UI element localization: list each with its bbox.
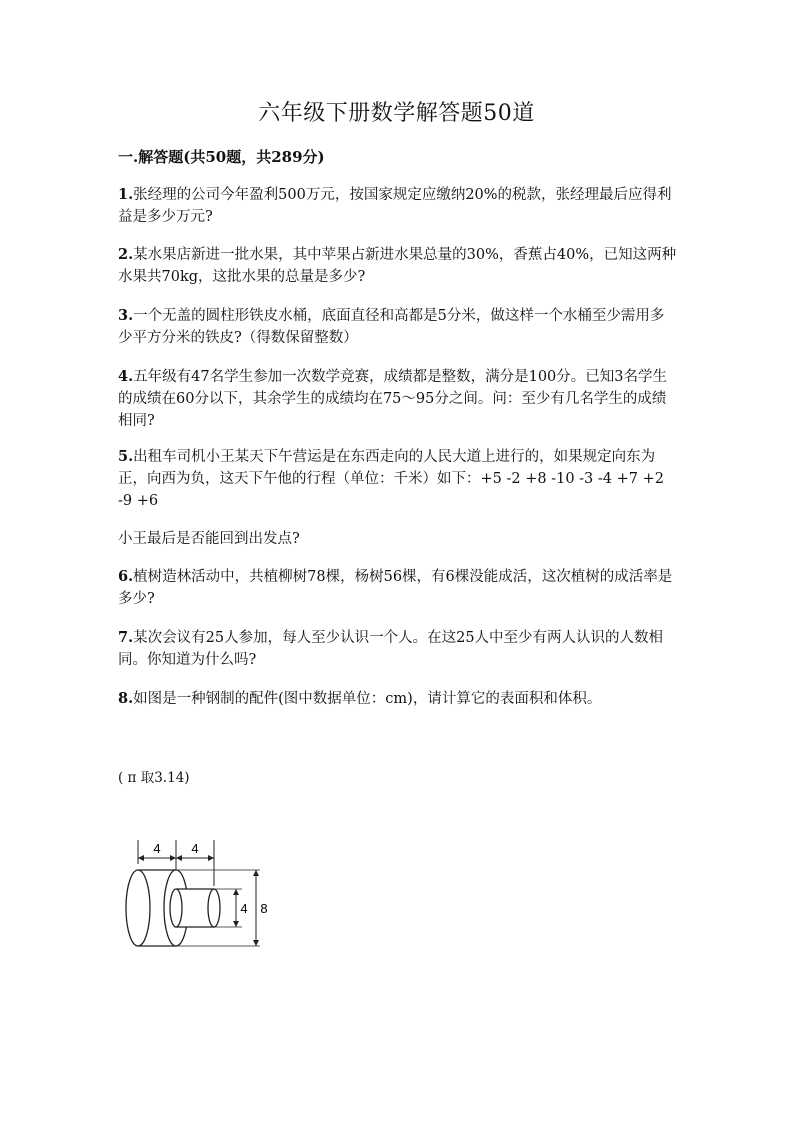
large-cylinder-left-face bbox=[126, 870, 150, 946]
question-text: 某水果店新进一批水果，其中苹果占新进水果总量的30%，香蕉占40%，已知这两种水果共70kg，这批水果的总量是多少? bbox=[118, 247, 677, 285]
question-number: 7. bbox=[118, 629, 134, 646]
arrow-icon bbox=[253, 870, 259, 876]
question-3 bbox=[118, 305, 678, 349]
question-6 bbox=[118, 566, 678, 610]
question-number: 5. bbox=[118, 448, 134, 465]
arrow-icon bbox=[233, 889, 239, 895]
question-number: 8. bbox=[118, 690, 134, 707]
small-cylinder-left-face bbox=[170, 889, 182, 927]
question-7 bbox=[118, 627, 678, 671]
arrow-icon bbox=[253, 940, 259, 946]
question-text: 某次会议有25人参加，每人至少认识一个人。在这25人中至少有两人认识的人数相同。你知道为什么吗? bbox=[118, 630, 664, 668]
question-text: 一个无盖的圆柱形铁皮水桶，底面直径和高都是5分米，做这样一个水桶至少需用多少平方分米的铁皮?（得数保留整数） bbox=[118, 308, 665, 346]
question-8 bbox=[118, 688, 678, 710]
question-5-followup bbox=[118, 528, 678, 550]
question-1 bbox=[118, 184, 678, 228]
question-text: 出租车司机小王某天下午营运是在东西走向的人民大道上进行的，如果规定向东为正，向西为负，这天下午他的行程（单位：千米）如下：+5 -2 +8 -10 -3 -4 +7 +2 -9 +6 bbox=[118, 449, 664, 509]
question-number: 4. bbox=[118, 368, 134, 385]
question-text: 张经理的公司今年盈利500万元，按国家规定应缴纳20%的税款，张经理最后应得利益是多少万元? bbox=[118, 187, 672, 225]
pi-note: ( π 取3.14) bbox=[118, 770, 190, 786]
question-4 bbox=[118, 366, 678, 432]
question-number: 1. bbox=[118, 186, 134, 203]
question-text: 如图是一种钢制的配件(图中数据单位：cm)，请计算它的表面积和体积。 bbox=[133, 691, 602, 707]
question-number: 6. bbox=[118, 568, 134, 585]
question-2 bbox=[118, 244, 678, 288]
label-outer-diameter: 8 bbox=[260, 901, 268, 916]
question-number: 2. bbox=[118, 246, 134, 263]
page-title: 六年级下册数学解答题50道 bbox=[258, 101, 535, 126]
question-text: 植树造林活动中，共植柳树78棵，杨树56棵，有6棵没能成活，这次植树的成活率是多少? bbox=[118, 569, 673, 607]
question-5 bbox=[118, 446, 678, 512]
section-heading: 一.解答题(共50题，共289分) bbox=[118, 148, 325, 166]
label-top-left: 4 bbox=[153, 841, 161, 856]
label-top-right: 4 bbox=[191, 841, 199, 856]
small-cylinder-right-face bbox=[208, 889, 220, 927]
arrow-icon bbox=[176, 855, 182, 861]
arrow-icon bbox=[138, 855, 144, 861]
label-inner-diameter: 4 bbox=[240, 901, 248, 916]
steel-part-figure bbox=[118, 836, 278, 956]
arrow-icon bbox=[208, 855, 214, 861]
question-text: 小王最后是否能回到出发点? bbox=[118, 531, 300, 547]
arrow-icon bbox=[233, 921, 239, 927]
question-number: 3. bbox=[118, 307, 134, 324]
question-text: 五年级有47名学生参加一次数学竞赛，成绩都是整数，满分是100分。已知3名学生的成绩在60分以下，其余学生的成绩均在75～95分之间。问：至少有几名学生的成绩相同? bbox=[118, 369, 667, 429]
arrow-icon bbox=[170, 855, 176, 861]
